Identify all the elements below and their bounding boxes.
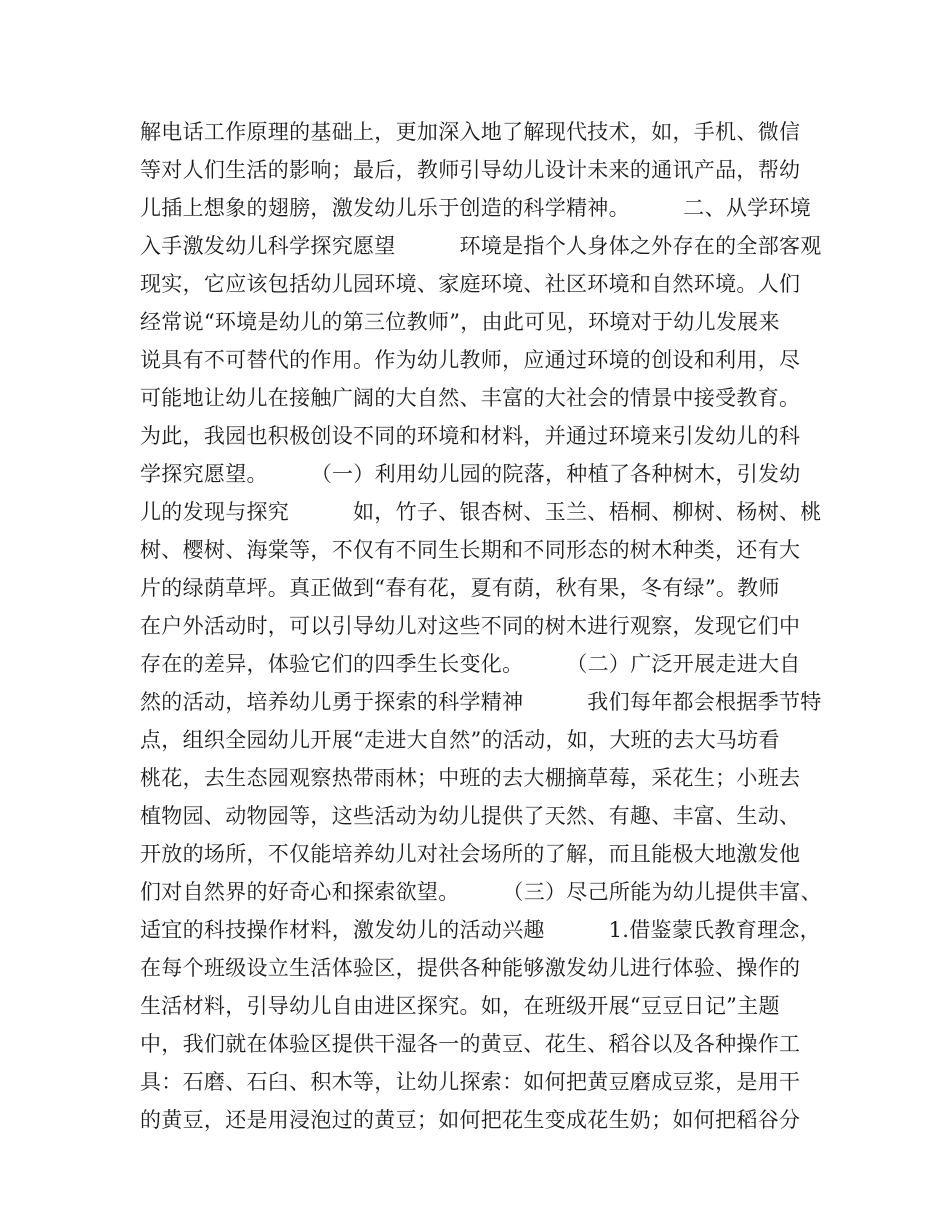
text-line: 然的活动，培养幼儿勇于探索的科学精神 我们每年都会根据季节特 [140, 690, 822, 714]
text-line: 为此，我园也积极创设不同的环境和材料，并通过环境来引发幼儿的科 [140, 424, 801, 448]
body-text [140, 113, 830, 1139]
text-line: 存在的差异，体验它们的四季生长变化。 （二）广泛开展走进大自 [140, 652, 801, 676]
text-line: 点，组织全园幼儿开展“走进大自然”的活动，如，大班的去大马坊看 [140, 728, 780, 752]
text-line: 现实，它应该包括幼儿园环境、家庭环境、社区环境和自然环境。人们 [140, 272, 801, 296]
text-line: 在户外活动时，可以引导幼儿对这些不同的树木进行观察，发现它们中 [140, 614, 801, 638]
text-line: 适宜的科技操作材料，激发幼儿的活动兴趣 1.借鉴蒙氏教育理念， [140, 918, 821, 942]
text-line: 片的绿荫草坪。真正做到“春有花，夏有荫，秋有果，冬有绿”。教师 [140, 576, 780, 600]
text-line: 儿的发现与探究 如，竹子、银杏树、玉兰、梧桐、柳树、杨树、桃 [140, 500, 822, 524]
text-line: 们对自然界的好奇心和探索欲望。 （三）尽己所能为幼儿提供丰富、 [140, 880, 822, 904]
text-line: 儿插上想象的翅膀，激发幼儿乐于创造的科学精神。 二、从学环境 [140, 196, 812, 220]
text-line: 开放的场所，不仅能培养幼儿对社会场所的了解，而且能极大地激发他 [140, 842, 801, 866]
text-line: 生活材料，引导幼儿自由进区探究。如，在班级开展“豆豆日记”主题 [140, 994, 780, 1018]
text-line: 解电话工作原理的基础上，更加深入地了解现代技术，如，手机、微信 [140, 120, 801, 144]
text-line: 在每个班级设立生活体验区，提供各种能够激发幼儿进行体验、操作的 [140, 956, 801, 980]
text-line: 中，我们就在体验区提供干湿各一的黄豆、花生、稻谷以及各种操作工 [140, 1032, 801, 1056]
text-line: 说具有不可替代的作用。作为幼儿教师，应通过环境的创设和利用，尽 [140, 348, 801, 372]
text-line: 具：石磨、石臼、积木等，让幼儿探索：如何把黄豆磨成豆浆，是用干 [140, 1070, 801, 1094]
text-line: 经常说“环境是幼儿的第三位教师”，由此可见，环境对于幼儿发展来 [140, 310, 780, 334]
text-line: 等对人们生活的影响；最后，教师引导幼儿设计未来的通讯产品，帮幼 [140, 158, 801, 182]
text-line: 学探究愿望。 （一）利用幼儿园的院落，种植了各种树木，引发幼 [140, 462, 801, 486]
text-line: 桃花，去生态园观察热带雨林；中班的去大棚摘草莓，采花生；小班去 [140, 766, 801, 790]
text-line: 树、樱树、海棠等，不仅有不同生长期和不同形态的树木种类，还有大 [140, 538, 801, 562]
text-line: 的黄豆，还是用浸泡过的黄豆；如何把花生变成花生奶；如何把稻谷分 [140, 1108, 801, 1132]
text-line: 植物园、动物园等，这些活动为幼儿提供了天然、有趣、丰富、生动、 [140, 804, 801, 828]
text-line: 入手激发幼儿科学探究愿望 环境是指个人身体之外存在的全部客观 [140, 234, 822, 258]
text-line: 可能地让幼儿在接触广阔的大自然、丰富的大社会的情景中接受教育。 [140, 386, 801, 410]
